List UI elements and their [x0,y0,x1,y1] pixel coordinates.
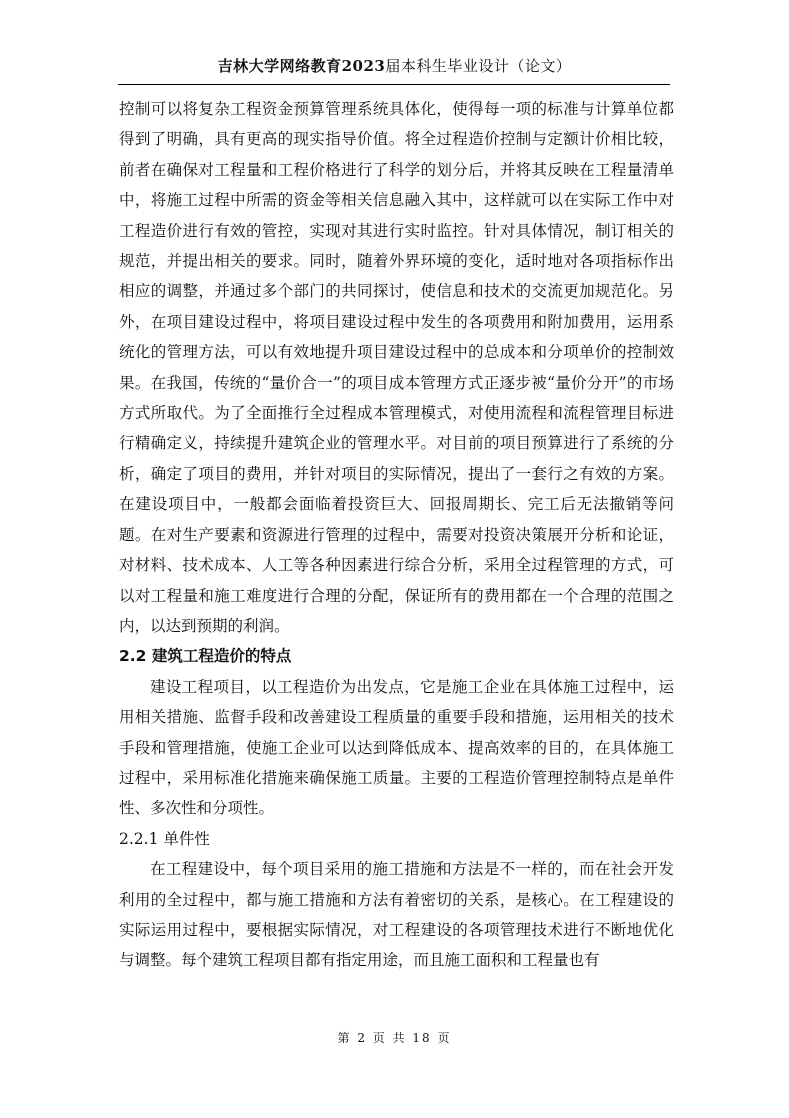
paragraph-2: 建设工程项目，以工程造价为出发点，它是施工企业在具体施工过程中，运用相关措施、监督手段和改善建设工程质量的重要手段和措施，运用相关的技术手段和管理措施，使施工企业可以达到降低成本、提高效率的目的，在具体施工过程中，采用标准化措施来确保施工质量。主要的工程造价管理控制特点是单件性、多次性和分项性。 [119,677,674,818]
header-year: 2023 [341,57,386,75]
page-number: 第 2 页 共 18 页 [337,1031,452,1045]
page-header [0,56,789,76]
section-number: 2.2.1 [119,829,159,848]
header-title: 届本科生毕业设计（论文） [385,57,572,75]
document-body [119,94,674,976]
paragraph-1: 控制可以将复杂工程资金预算管理系统具体化，使得每一项的标准与计算单位都得到了明确，具有更高的现实指导价值。将全过程造价控制与定额计价相比较，前者在确保对工程量和工程价格进行了科学的划分后，并将其反映在工程量清单中，将施工过程中所需的资金等相关信息融入其中，这样就可以在实际工作中对工程造价进行有效的管控，实现对其进行实时监控。针对具体情况，制订相关的规范，并提出相关的要求。同时，随着外界环境的变化，适时地对各项指标作出相应的调整，并通过多个部门的共同探讨，使信息和技术的交流更加规范化。另外，在项目建设过程中，将项目建设过程中发生的各项费用和附加费用，运用系统化的管理方法，可以有效地提升项目建设过程中的总成本和分项单价的控制效果。在我国，传统的“量价合一”的项目成本管理方式正逐步被“量价分开”的市场方式所取代。为了全面推行全过程成本管理模式，对使用流程和流程管理目标进行精确定义，持续提升建筑企业的管理水平。对目前的项目预算进行了系统的分析，确定了项目的费用，并针对项目的实际情况，提出了一套行之有效的方案。在建设项目中，一般都会面临着投资巨大、回报周期长、完工后无法撤销等问题。在对生产要素和资源进行管理的过程中，需要对投资决策展开分析和论证，对材料、技术成本、人工等各种因素进行综合分析，采用全过程管理的方式，可以对工程量和施工难度进行合理的分配，保证所有的费用都在一个合理的范围之内，以达到预期的利润。 [119,100,674,635]
section-heading-2-2: 2.2 建筑工程造价的特点 [119,647,292,666]
header-divider [118,84,670,85]
section-title: 单件性 [163,829,210,848]
header-school: 吉林大学网络教育 [217,57,342,75]
section-heading-2-2-1 [119,824,674,854]
paragraph-3: 在工程建设中，每个项目采用的施工措施和方法是不一样的，而在社会开发利用的全过程中，都与施工措施和方法有着密切的关系，是核心。在工程建设的实际运用过程中，要根据实际情况，对工程建设的各项管理技术进行不断地优化与调整。每个建筑工程项目都有指定用途，而且施工面积和工程量也有 [119,860,674,970]
